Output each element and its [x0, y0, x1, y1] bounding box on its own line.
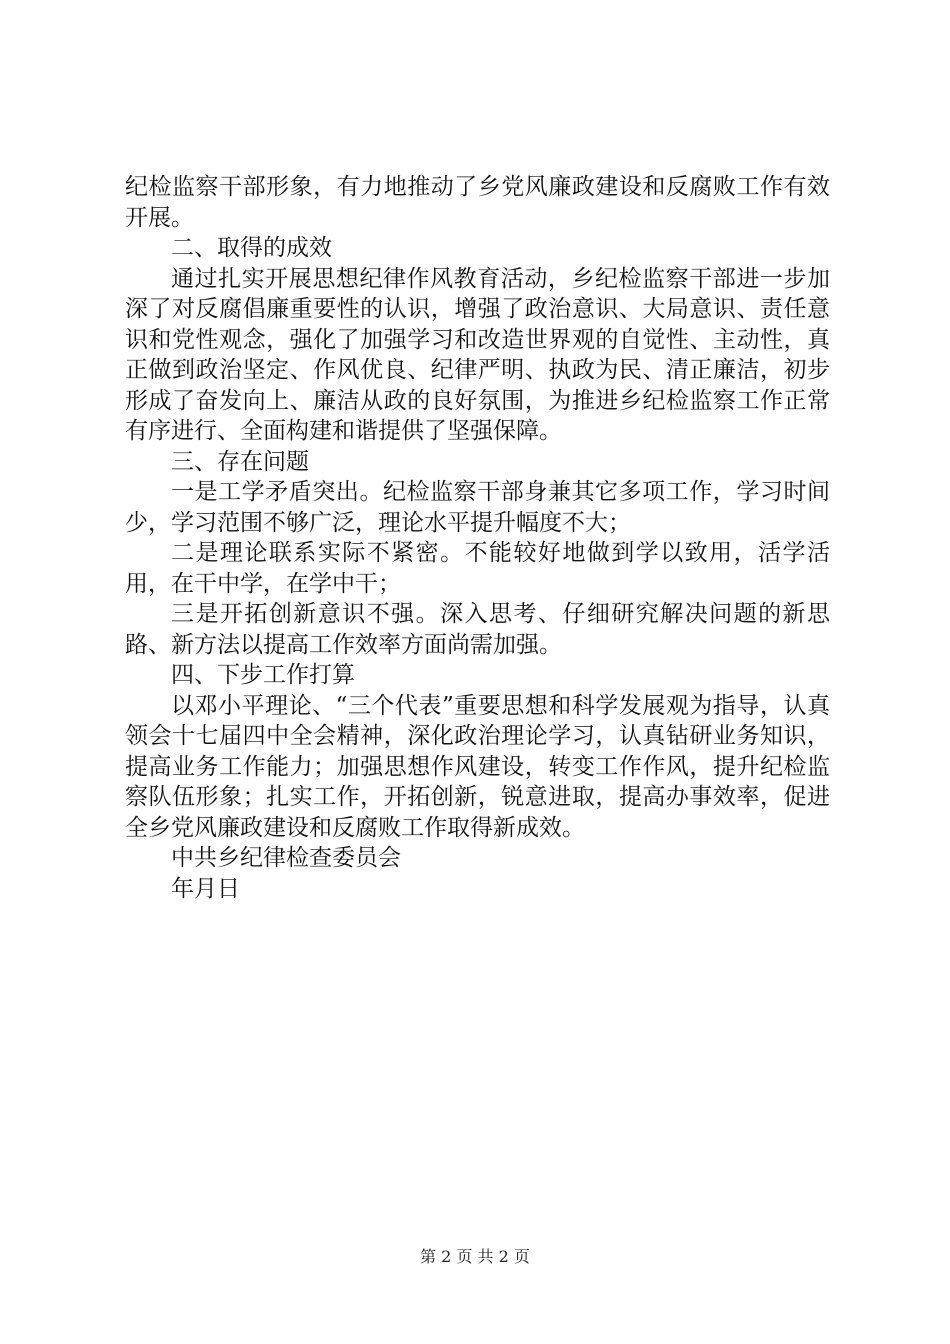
- paragraph-problem-3: 三是开拓创新意识不强。深入思考、仔细研究解决问题的新思路、新方法以提高工作效率方面尚需加强。: [125, 601, 830, 658]
- signature-organization: 中共乡纪律检查委员会: [171, 845, 401, 871]
- paragraph-problem-2: 二是理论联系实际不紧密。不能较好地做到学以致用，活学活用，在干中学，在学中干；: [125, 540, 830, 597]
- paragraph-next-steps: 以邓小平理论、“三个代表”重要思想和科学发展观为指导，认真领会十七届四中全会精神，深化政治理论学习，认真钻研业务知识，提高业务工作能力；加强思想作风建设，转变工作作风，提升纪检监察队伍形象；扎实工作，开拓创新，锐意进取，提高办事效率，促进全乡党风廉政建设和反腐败工作取得新成效。: [125, 692, 830, 841]
- section-heading-results: 二、取得的成效: [171, 235, 332, 261]
- paragraph-results: 通过扎实开展思想纪律作风教育活动，乡纪检监察干部进一步加深了对反腐倡廉重要性的认识，增强了政治意识、大局意识、责任意识和党性观念，强化了加强学习和改造世界观的自觉性、主动性，真正做到政治坚定、作风优良、纪律严明、执政为民、清正廉洁，初步形成了奋发向上、廉洁从政的良好氛围，为推进乡纪检监察工作正常有序进行、全面构建和谐提供了坚强保障。: [125, 265, 830, 444]
- page-footer: 第 2 页 共 2 页: [420, 1247, 530, 1266]
- section-heading-problems: 三、存在问题: [171, 448, 309, 475]
- paragraph-problem-1: 一是工学矛盾突出。纪检监察干部身兼其它多项工作，学习时间少，学习范围不够广泛，理论水平提升幅度不大；: [125, 479, 830, 536]
- section-heading-next-steps: 四、下步工作打算: [171, 662, 355, 688]
- document-body: [125, 172, 830, 904]
- paragraph-continuation: 纪检监察干部形象，有力地推动了乡党风廉政建设和反腐败工作有效开展。: [125, 174, 830, 231]
- signature-date: 年月日: [171, 875, 240, 902]
